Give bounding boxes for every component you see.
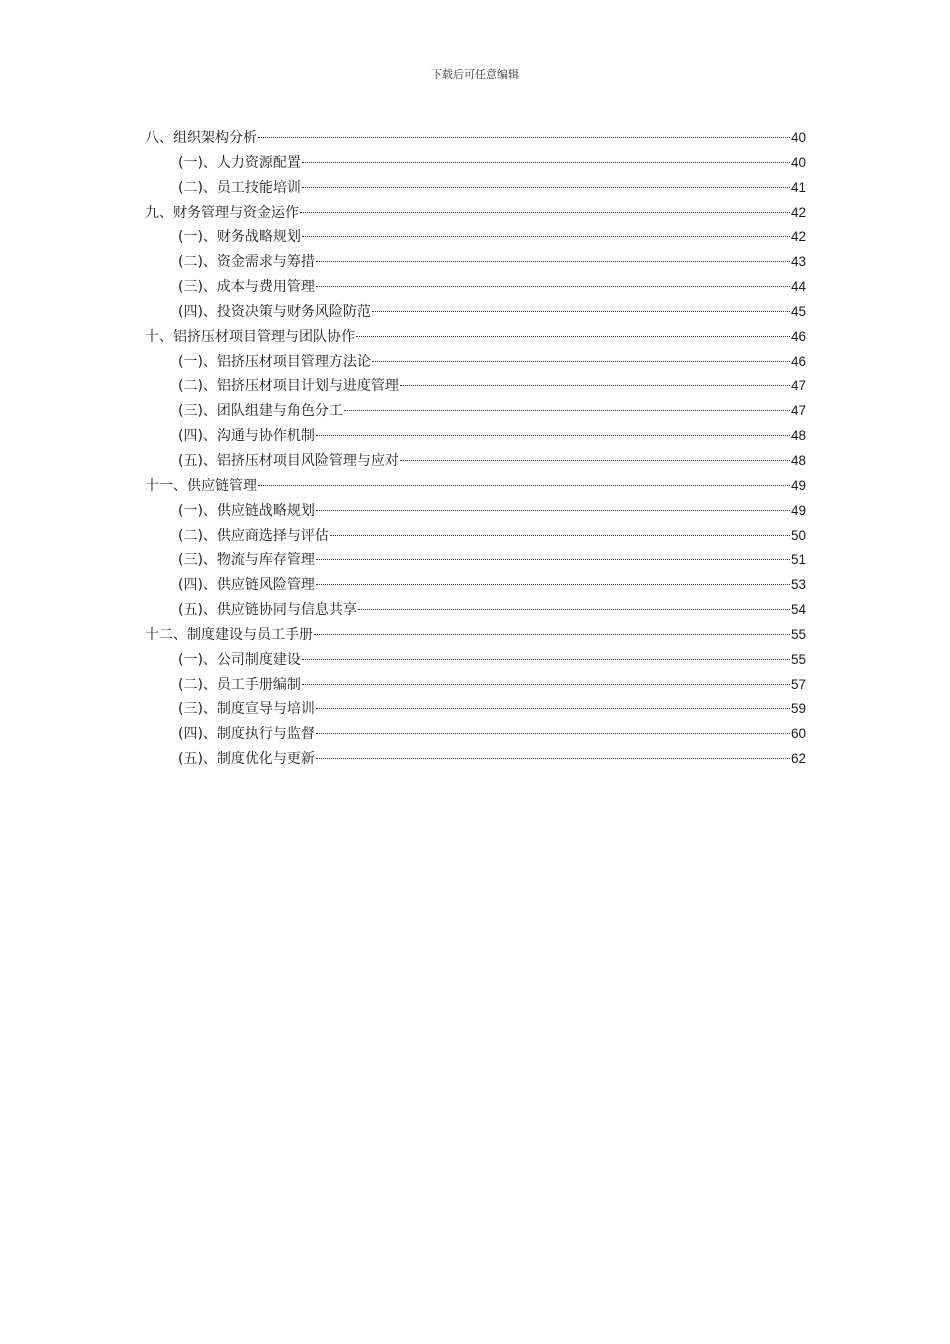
toc-dot-leader — [316, 435, 790, 436]
toc-section-entry[interactable] — [145, 449, 806, 474]
toc-entry-title: (二)、员工技能培训 — [178, 179, 301, 196]
toc-dot-leader — [372, 311, 790, 312]
toc-entry-page-number: 57 — [790, 676, 806, 692]
toc-section-entry[interactable] — [145, 151, 806, 176]
toc-section-entry[interactable] — [145, 673, 806, 698]
toc-dot-leader — [344, 410, 790, 411]
toc-dot-leader — [316, 584, 790, 585]
toc-entry-title: 十一、供应链管理 — [145, 477, 257, 494]
toc-section-entry[interactable] — [145, 250, 806, 275]
toc-entry-title: 十、铝挤压材项目管理与团队协作 — [145, 328, 355, 345]
toc-entry-page-number: 46 — [790, 328, 806, 344]
toc-section-entry[interactable] — [145, 747, 806, 772]
toc-dot-leader — [302, 684, 790, 685]
toc-entry-title: (五)、供应链协同与信息共享 — [178, 602, 357, 619]
toc-dot-leader — [316, 733, 790, 734]
toc-dot-leader — [316, 510, 790, 511]
toc-section-entry[interactable] — [145, 300, 806, 325]
toc-entry-page-number: 48 — [790, 452, 806, 468]
toc-entry-page-number: 62 — [790, 751, 806, 767]
toc-dot-leader — [302, 187, 790, 188]
toc-entry-page-number: 45 — [790, 303, 806, 319]
toc-dot-leader — [400, 460, 790, 461]
toc-entry-page-number: 60 — [790, 726, 806, 742]
toc-entry-title: (一)、供应链战略规划 — [178, 502, 315, 519]
toc-entry-page-number: 42 — [790, 229, 806, 245]
toc-dot-leader — [302, 162, 790, 163]
toc-entry-page-number: 50 — [790, 527, 806, 543]
toc-entry-title: (一)、人力资源配置 — [178, 154, 301, 171]
toc-entry-title: (五)、铝挤压材项目风险管理与应对 — [178, 452, 399, 469]
toc-entry-title: (四)、投资决策与财务风险防范 — [178, 303, 371, 320]
toc-entry-page-number: 55 — [790, 651, 806, 667]
toc-entry-page-number: 54 — [790, 602, 806, 618]
toc-entry-page-number: 40 — [790, 130, 806, 145]
toc-entry-page-number: 42 — [790, 204, 806, 220]
toc-chapter-entry[interactable] — [145, 623, 806, 648]
toc-dot-leader — [314, 634, 790, 635]
toc-dot-leader — [316, 261, 790, 262]
toc-entry-title: (四)、供应链风险管理 — [178, 577, 315, 594]
toc-section-entry[interactable] — [145, 176, 806, 201]
toc-section-entry[interactable] — [145, 499, 806, 524]
toc-section-entry[interactable] — [145, 350, 806, 375]
toc-chapter-entry[interactable] — [145, 201, 806, 226]
toc-entry-title: (二)、铝挤压材项目计划与进度管理 — [178, 378, 399, 395]
toc-section-entry[interactable] — [145, 399, 806, 424]
toc-chapter-entry[interactable] — [145, 126, 806, 151]
toc-section-entry[interactable] — [145, 573, 806, 598]
toc-dot-leader — [258, 137, 790, 138]
toc-section-entry[interactable] — [145, 524, 806, 549]
toc-dot-leader — [372, 361, 790, 362]
toc-entry-title: (三)、成本与费用管理 — [178, 279, 315, 296]
toc-entry-title: (二)、员工手册编制 — [178, 676, 301, 693]
toc-entry-page-number: 59 — [790, 701, 806, 717]
toc-chapter-entry[interactable] — [145, 474, 806, 499]
toc-entry-page-number: 40 — [790, 154, 806, 170]
toc-entry-page-number: 44 — [790, 279, 806, 295]
toc-section-entry[interactable] — [145, 374, 806, 399]
page-header: 下载后可任意编辑 — [431, 68, 519, 81]
toc-section-entry[interactable] — [145, 275, 806, 300]
toc-section-entry[interactable] — [145, 225, 806, 250]
toc-dot-leader — [316, 758, 790, 759]
toc-dot-leader — [258, 485, 790, 486]
toc-entry-title: (一)、公司制度建设 — [178, 651, 301, 668]
table-of-contents — [145, 126, 806, 772]
toc-entry-title: (四)、制度执行与监督 — [178, 726, 315, 743]
toc-dot-leader — [358, 609, 790, 610]
toc-entry-title: 八、组织架构分析 — [145, 130, 257, 146]
toc-entry-page-number: 49 — [790, 477, 806, 493]
toc-dot-leader — [302, 659, 790, 660]
toc-entry-page-number: 47 — [790, 403, 806, 419]
toc-entry-title: (二)、供应商选择与评估 — [178, 527, 329, 544]
toc-dot-leader — [316, 559, 790, 560]
toc-section-entry[interactable] — [145, 548, 806, 573]
toc-entry-title: (三)、团队组建与角色分工 — [178, 403, 343, 420]
toc-entry-title: (五)、制度优化与更新 — [178, 751, 315, 768]
toc-entry-page-number: 43 — [790, 254, 806, 270]
toc-entry-page-number: 49 — [790, 502, 806, 518]
toc-entry-page-number: 48 — [790, 428, 806, 444]
toc-dot-leader — [400, 385, 790, 386]
toc-entry-page-number: 53 — [790, 577, 806, 593]
toc-entry-title: (一)、财务战略规划 — [178, 229, 301, 246]
toc-entry-title: (三)、制度宣导与培训 — [178, 701, 315, 718]
toc-dot-leader — [356, 336, 790, 337]
toc-section-entry[interactable] — [145, 598, 806, 623]
toc-dot-leader — [330, 535, 790, 536]
toc-entry-title: (二)、资金需求与筹措 — [178, 254, 315, 271]
toc-dot-leader — [316, 708, 790, 709]
toc-entry-page-number: 55 — [790, 626, 806, 642]
toc-entry-title: (四)、沟通与协作机制 — [178, 428, 315, 445]
toc-section-entry[interactable] — [145, 697, 806, 722]
toc-entry-title: 九、财务管理与资金运作 — [145, 204, 299, 221]
toc-section-entry[interactable] — [145, 648, 806, 673]
toc-entry-page-number: 41 — [790, 179, 806, 195]
toc-chapter-entry[interactable] — [145, 325, 806, 350]
toc-section-entry[interactable] — [145, 424, 806, 449]
toc-entry-page-number: 46 — [790, 353, 806, 369]
toc-entry-page-number: 51 — [790, 552, 806, 568]
toc-dot-leader — [300, 212, 790, 213]
toc-entry-title: (一)、铝挤压材项目管理方法论 — [178, 353, 371, 370]
toc-dot-leader — [316, 286, 790, 287]
toc-entry-page-number: 47 — [790, 378, 806, 394]
toc-dot-leader — [302, 236, 790, 237]
toc-entry-title: (三)、物流与库存管理 — [178, 552, 315, 569]
toc-entry-title: 十二、制度建设与员工手册 — [145, 626, 313, 643]
toc-section-entry[interactable] — [145, 722, 806, 747]
